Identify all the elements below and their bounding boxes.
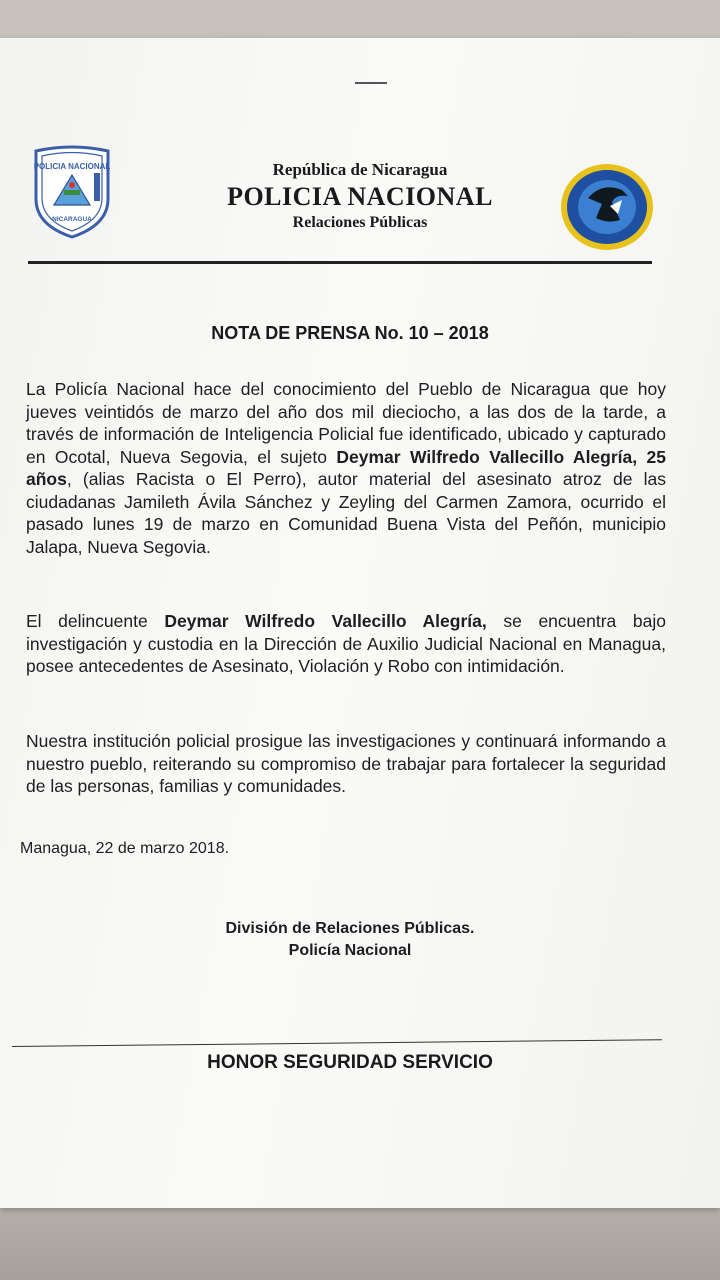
signature-division: División de Relaciones Públicas. [225,920,475,937]
paragraph-capture-intro: La Policía Nacional hace del conocimiento del Pueblo de Nicaragua que hoy jueves veintidós de marzo del año dos mil dieciocho, a las dos de la tarde, a través de información de Inteligencia Policial fue identificado, ubicado y capturado en Ocotal, Nueva Segovia, el sujeto [26,379,666,467]
header-republic: República de Nicaragua [272,160,448,179]
header-relations: Relaciones Públicas [292,214,428,231]
top-mark [355,82,387,84]
paragraph-custody-intro: El delincuente [26,611,165,631]
header-police: POLICIA NACIONAL [227,182,493,211]
paragraph-custody-subject: Deymar Wilfredo Vallecillo Alegría, [164,611,487,631]
paragraph-capture-rest: , (alias Racista o El Perro), autor material del asesinato atroz de las ciudadanas Jamileth Ávila Sánchez y Zeyling del Carmen Zamora, ocurrido el pasado lunes 19 de marzo en Comunidad Buena Vista del Peñón, municipio Jalapa, Nueva Segovia. [26,469,666,557]
note-title: NOTA DE PRENSA No. 10 – 2018 [211,323,489,343]
paragraph-custody-rest: se encuentra bajo investigación y custodia en la Dirección de Auxilio Judicial Nacional en Managua, posee antecedentes de Asesinato, Violación y Robo con intimidación. [26,611,667,676]
signature-block [130,918,570,962]
shield-bottom-text: NICARAGUA [52,216,92,223]
footer-motto: HONOR SEGURIDAD SERVICIO [207,1052,493,1073]
document-header [175,160,545,232]
paragraph-custody [26,610,666,678]
policia-nacional-shield-icon [30,145,114,240]
signature-police: Policía Nacional [288,942,412,959]
header-divider [28,261,652,264]
document-date: Managua, 22 de marzo 2018. [20,840,230,857]
shield-top-text: POLICIA NACIONAL [33,162,111,171]
paragraph-commitment: Nuestra institución policial prosigue las investigaciones y continuará informando a nuestro pueblo, reiterando su compromiso de trabajar para fortalecer la seguridad de las personas, familias y comunidades. [26,731,666,796]
paragraph-capture [26,378,666,558]
paragraph-capture-subject: Deymar Wilfredo Vallecillo Alegría, 25 años [26,446,666,489]
seal-emblem-icon [558,162,656,252]
